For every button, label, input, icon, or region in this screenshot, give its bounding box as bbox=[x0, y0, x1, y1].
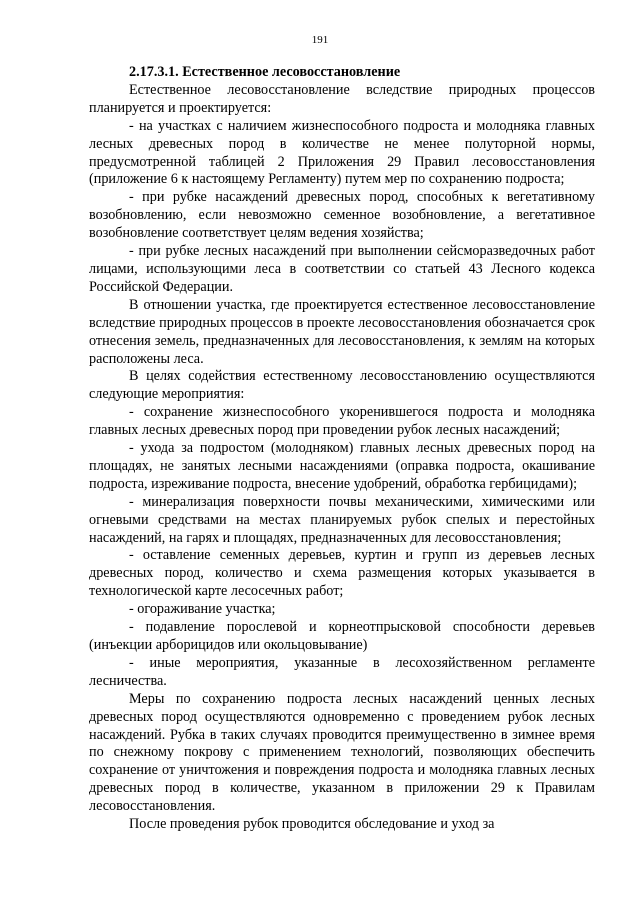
list-item-mineralization: - минерализация поверхности почвы механическими, химическими или огневыми средствами на местах планируемых рубок спелых и перестойных насаждений, на гарях и площадях, предназначенных для лесовосстановления; bbox=[89, 493, 595, 546]
paragraph-land-term: В отношении участка, где проектируется естественное лесовосстановление вследствие природных процессов в проекте лесовосстановления обозначается срок отнесения земель, предназначенных для лесовосстановления, к землям на которых расположены леса. bbox=[89, 296, 595, 367]
document-body bbox=[89, 64, 595, 834]
list-item-undergrowth: - на участках с наличием жизнеспособного подроста и молодняка главных лесных древесных пород в количестве не менее полуторной нормы, предусмотренной таблицей 2 Приложения 29 Правил лесовосстановления (приложение 6 к настоящему Регламенту) путем мер по сохранению подроста; bbox=[89, 117, 595, 188]
list-item-suppression: - подавление порослевой и корнеотпрысковой способности деревьев (инъекции арборицидов или окольцовывание) bbox=[89, 619, 595, 653]
section-heading: 2.17.3.1. Естественное лесовосстановление bbox=[129, 64, 401, 80]
list-item-preservation: - сохранение жизнеспособного укоренившегося подроста и молодняка главных лесных древесных пород при проведении рубок лесных насаждений; bbox=[89, 404, 595, 439]
paragraph-intro: Естественное лесовосстановление вследствие природных процессов планируется и проектируется: bbox=[89, 81, 595, 116]
paragraph-preservation-measures: Меры по сохранению подроста лесных насаждений ценных лесных древесных пород осуществляются одновременно с проведением рубок лесных насаждений. Рубка в таких случаях проводится преимущественно в зимнее время по снежному покрову с применением технологий, позволяющих обеспечить сохранение от уничтожения и повреждения подроста и молодняка главных лесных древесных пород в количестве, указанном в приложении 29 к Правилам лесовосстановления. bbox=[89, 690, 595, 815]
list-item-vegetative: - при рубке насаждений древесных пород, способных к вегетативному возобновлению, если невозможно семенное возобновление, а вегетативное возобновление соответствует целям ведения хозяйства; bbox=[89, 189, 595, 242]
list-item-fencing: - огораживание участка; bbox=[129, 601, 276, 618]
paragraph-after-felling: После проведения рубок проводится обследование и уход за bbox=[129, 816, 495, 833]
list-item-other: - иные мероприятия, указанные в лесохозяйственном регламенте лесничества. bbox=[89, 654, 595, 689]
page-number: 191 bbox=[311, 34, 329, 46]
paragraph-measures-intro: В целях содействия естественному лесовосстановлению осуществляются следующие мероприятия: bbox=[89, 368, 595, 403]
list-item-seismic: - при рубке лесных насаждений при выполнении сейсморазведочных работ лицами, использующими леса в соответствии со статьей 43 Лесного кодекса Российской Федерации. bbox=[89, 243, 595, 295]
list-item-seed-trees: - оставление семенных деревьев, куртин и групп из деревьев лесных древесных пород, количество и схема размещения которых указывается в технологической карте лесосечных работ; bbox=[89, 547, 595, 600]
list-item-care: - ухода за подростом (молодняком) главных лесных древесных пород на площадях, не занятых лесными насаждениями (оправка подроста, окашивание подроста, изреживание подроста, внесение удобрений, обработка гербицидами); bbox=[89, 440, 595, 492]
